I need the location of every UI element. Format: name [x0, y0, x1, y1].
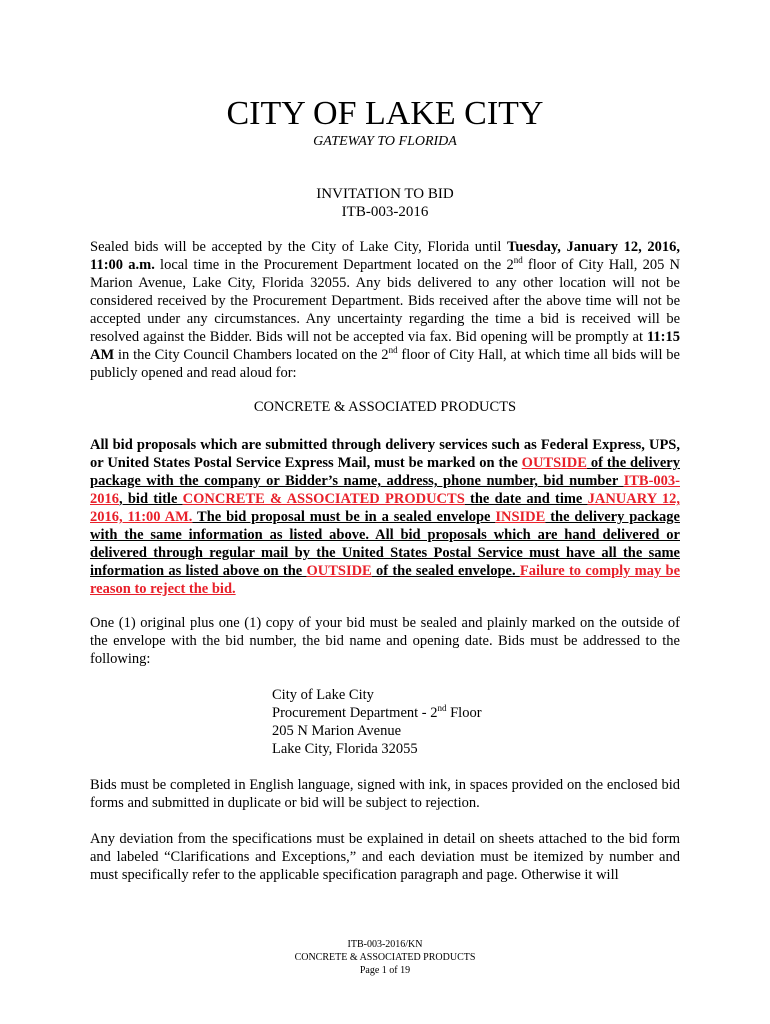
p1-text-2: local time in the Procurement Department located on the 2 [154, 257, 514, 273]
address-line-2 [272, 704, 482, 722]
mailing-address [272, 686, 482, 758]
p2-text-3: , bid title [119, 491, 183, 507]
address-line-1: City of Lake City [272, 687, 374, 703]
p2-text-4: the date and time [464, 491, 588, 507]
p2-text-7: of the sealed envelope. [371, 563, 520, 579]
p2-text-5: The bid proposal must be in a sealed envelope [192, 509, 496, 525]
p1-text-3: floor of City Hall, 205 N Marion Avenue, Lake City, Florida 32055. Any bids delivered to any other location will not be considered received by the Procurement Department. Bids received after the above time will not be accepted under any circumstances. Any uncertainty regarding the time a bid is received will be resolved against the Bidder. Bids will not be accepted via fax. Bid opening will be promptly at [90, 257, 680, 345]
address-sup: nd [437, 703, 447, 714]
paragraph-language: Bids must be completed in English language, signed with ink, in spaces provided on the enclosed bid forms and submitted in duplicate or bid will be subject to rejection. [90, 777, 680, 811]
address-line-2-text: Procurement Department - 2 [272, 705, 438, 721]
p2-red-bid-number: ITB-003-2016 [90, 473, 680, 507]
p2-text-6: the delivery package with the same information as listed above. All bid proposals which are hand delivered or delivered through regular mail by the United States Postal Service must have all the same information as listed above on the [90, 509, 680, 579]
itb-number: ITB-003-2016 [341, 204, 429, 220]
footer-ref: ITB-003-2016/KN [347, 939, 423, 950]
footer-page-number: Page 1 of 19 [359, 965, 411, 976]
p2-red-outside-1: OUTSIDE [521, 455, 587, 471]
p2-red-bid-title: CONCRETE & ASSOCIATED PRODUCTS [182, 491, 465, 507]
paragraph-deviations: Any deviation from the specifications must be explained in detail on sheets attached to the bid form and labeled “Clarifications and Exceptions,” and each deviation must be itemized by number and must specifically refer to the applicable specification paragraph and page. Otherwise it will [90, 831, 680, 883]
tagline: GATEWAY TO FLORIDA [313, 134, 457, 149]
p2-text-2: of the delivery package with the company or Bidder’s name, address, phone number, bid number [90, 455, 680, 489]
page-footer [0, 938, 770, 977]
p2-red-failure: Failure to comply may be reason to reject the bid. [90, 563, 680, 597]
product-line: CONCRETE & ASSOCIATED PRODUCTS [253, 399, 517, 415]
page-title: CITY OF LAKE CITY [226, 95, 544, 132]
p1-text-1: Sealed bids will be accepted by the City of Lake City, Florida until [90, 239, 508, 255]
p2-text-1: All bid proposals which are submitted through delivery services such as Federal Express, UPS, or United States Postal Service Express Mail, must be marked on the [90, 437, 680, 471]
paragraph-bid-acceptance [90, 238, 680, 382]
p1-deadline: Tuesday, January 12, 2016, 11:00 a.m. [90, 239, 681, 273]
paragraph-copies: One (1) original plus one (1) copy of your bid must be sealed and plainly marked on the outside of the envelope with the bid number, the bid name and opening date. Bids must be addressed to the following: [90, 615, 680, 667]
p1-text-4: in the City Council Chambers located on the 2 [114, 347, 389, 363]
address-line-2-floor: Floor [446, 705, 482, 721]
p2-red-date: JANUARY 12, 2016, 11:00 AM. [90, 491, 680, 525]
p1-sup-2: nd [388, 345, 398, 356]
footer-title: CONCRETE & ASSOCIATED PRODUCTS [294, 952, 476, 963]
doc-type: INVITATION TO BID [316, 186, 454, 202]
paragraph-delivery-instructions [90, 436, 680, 598]
p2-red-inside: INSIDE [495, 509, 546, 525]
p1-text-5: floor of City Hall, at which time all bids will be publicly opened and read aloud for: [90, 347, 680, 381]
address-line-3: 205 N Marion Avenue [272, 723, 401, 739]
p1-sup-1: nd [513, 255, 523, 266]
address-line-4: Lake City, Florida 32055 [272, 741, 418, 757]
itb-heading [0, 185, 770, 221]
p1-opening-time: 11:15 AM [90, 329, 680, 363]
p2-red-outside-2: OUTSIDE [306, 563, 372, 579]
